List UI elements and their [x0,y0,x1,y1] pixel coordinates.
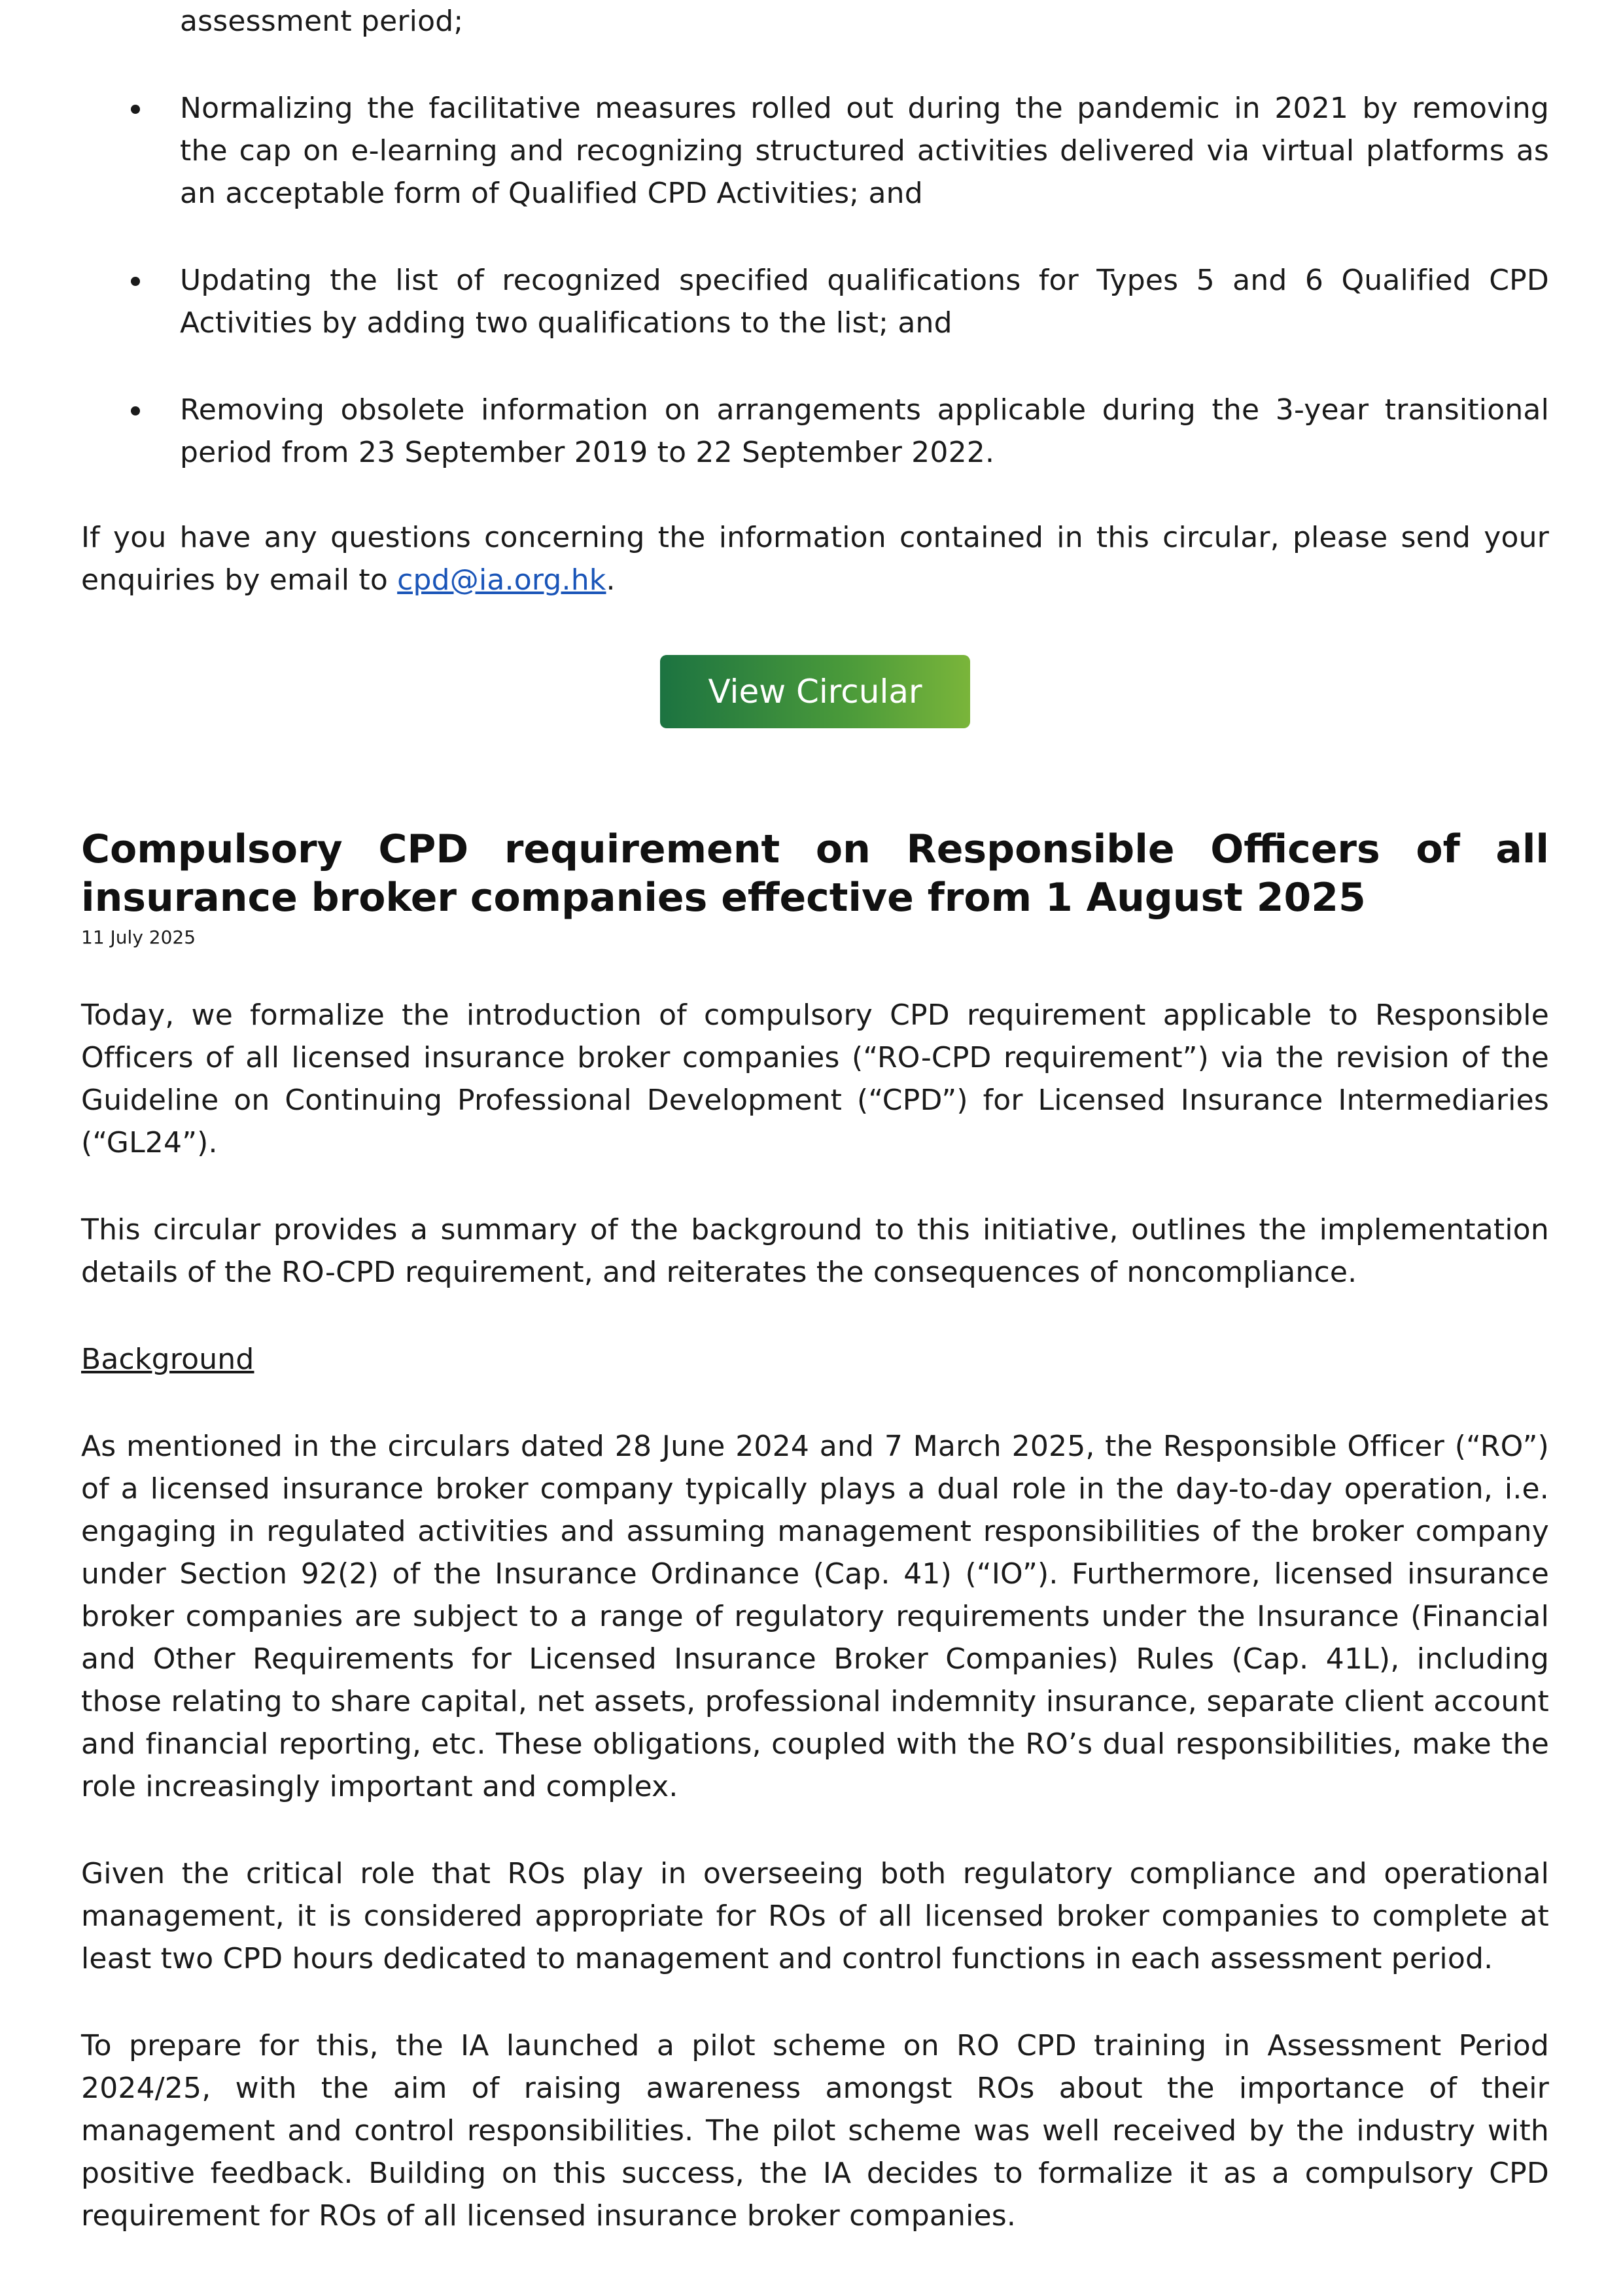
bullet-dot-icon [131,105,140,114]
enquiry-paragraph [81,516,1549,601]
article-paragraph: Today, we formalize the introduction of compulsory CPD requirement applicable to Responsible Officers of all licensed insurance broker companies (“RO-CPD requirement”) via the revision of the Guideline on Continuing Professional Development (“CPD”) for Licensed Insurance Intermediaries (“GL24”). [81,998,1549,1159]
enquiry-end: . [606,563,616,597]
background-paragraph: To prepare for this, the IA launched a pilot scheme on RO CPD training in Assessment Period 2024/25, with the aim of raising awareness amongst ROs about the importance of their management and control responsibilities. The pilot scheme was well received by the industry with positive feedback. Building on this success, the IA decides to formalize it as a compulsory CPD requirement for ROs of all licensed insurance broker companies. [81,2029,1549,2233]
enquiry-text: If you have any questions concerning the information contained in this circular, please send your enquiries by email to [81,521,1549,597]
article-paragraph: This circular provides a summary of the background to this initiative, outlines the implementation details of the RO-CPD requirement, and reiterates the consequences of noncompliance. [81,1213,1549,1289]
article-date: 11 July 2025 [81,927,196,948]
list-item [81,87,1549,215]
amendment-list [81,87,1549,474]
view-circular-button[interactable]: View Circular [660,655,970,728]
continued-bullet-fragment: assessment period; [180,5,464,38]
section-subheading: Background [81,1343,254,1376]
background-paragraph: Given the critical role that ROs play in overseeing both regulatory compliance and operational management, it is considered appropriate for ROs of all licensed broker companies to complete at least two CPD hours dedicated to management and control functions in each assessment period. [81,1857,1549,1975]
list-item-text: Removing obsolete information on arrangements applicable during the 3-year transitional period from 23 September 2019 to 22 September 2022. [180,393,1549,469]
button-row [81,655,1549,728]
background-paragraph: As mentioned in the circulars dated 28 June 2024 and 7 March 2025, the Responsible Officer (“RO”) of a licensed insurance broker company typically plays a dual role in the day-to-day operation, i.e. engaging in regulated activities and assuming management responsibilities of the broker company under Section 92(2) of the Insurance Ordinance (Cap. 41) (“IO”). Furthermore, licensed insurance broker companies are subject to a range of regulatory requirements under the Insurance (Financial and Other Requirements for Licensed Insurance Broker Companies) Rules (Cap. 41L), including those relating to share capital, net assets, professional indemnity insurance, separate client account and financial reporting, etc. These obligations, coupled with the RO’s dual responsibilities, make the role increasingly important and complex. [81,1430,1549,1803]
list-item [81,389,1549,474]
bullet-dot-icon [131,406,140,415]
list-item-text: Updating the list of recognized specified qualifications for Types 5 and 6 Qualified CPD Activities by adding two qualifications to the list; and [180,264,1549,340]
email-link[interactable]: cpd@ia.org.hk [397,563,606,597]
list-item [81,259,1549,344]
list-item-text: Normalizing the facilitative measures rolled out during the pandemic in 2021 by removing the cap on e-learning and recognizing structured activities delivered via virtual platforms as an acceptable form of Qualified CPD Activities; and [180,92,1549,210]
bullet-dot-icon [131,277,140,286]
circular-page [81,0,1549,2237]
article-title: Compulsory CPD requirement on Responsible Officers of all insurance broker companies effective from 1 August 2025 [81,826,1549,921]
